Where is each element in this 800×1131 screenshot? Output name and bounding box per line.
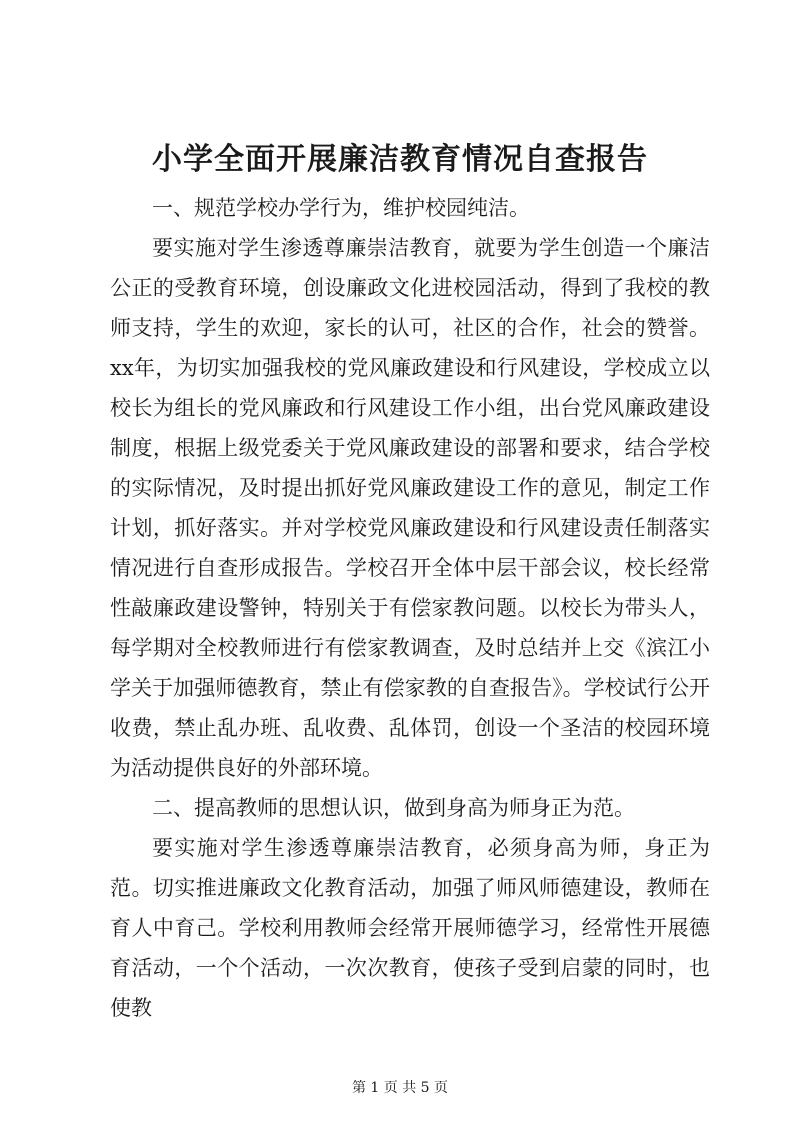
page-number-label: 第 1 页 共 5 页 bbox=[351, 1080, 449, 1096]
document-body bbox=[110, 188, 710, 1028]
body-paragraph-2: 要实施对学生渗透尊廉崇洁教育，必须身高为师，身正为范。切实推进廉政文化教育活动，加强了师风师德建设，教师在育人中育己。学校利用教师会经常开展师德学习，经常性开展德育活动，一个个活动，一次次教育，使孩子受到启蒙的同时，也使教 bbox=[110, 836, 710, 1020]
page-footer bbox=[0, 1078, 800, 1098]
body-paragraph-1: 要实施对学生渗透尊廉崇洁教育，就要为学生创造一个廉洁公正的受教育环境，创设廉政文化进校园活动，得到了我校的教师支持，学生的欢迎，家长的认可，社区的合作，社会的赞誉。xx年，为切实加强我校的党风廉政建设和行风建设，学校成立以校长为组长的党风廉政和行风建设工作小组，出台党风廉政建设制度，根据上级党委关于党风廉政建设的部署和要求，结合学校的实际情况，及时提出抓好党风廉政建设工作的意见，制定工作计划，抓好落实。并对学校党风廉政建设和行风建设责任制落实情况进行自查形成报告。学校召开全体中层干部会议，校长经常性敲廉政建设警钟，特别关于有偿家教问题。以校长为带头人，每学期对全校教师进行有偿家教调查，及时总结并上交《滨江小学关于加强师德教育，禁止有偿家教的自查报告》。学校试行公开收费，禁止乱办班、乱收费、乱体罚，创设一个圣洁的校园环境为活动提供良好的外部环境。 bbox=[110, 236, 710, 780]
document-title: 小学全面开展廉洁教育情况自查报告 bbox=[152, 142, 648, 177]
section-heading-2: 二、提高教师的思想认识，做到身高为师身正为范。 bbox=[152, 796, 635, 820]
section-heading-1: 一、规范学校办学行为，维护校园纯洁。 bbox=[152, 196, 530, 220]
